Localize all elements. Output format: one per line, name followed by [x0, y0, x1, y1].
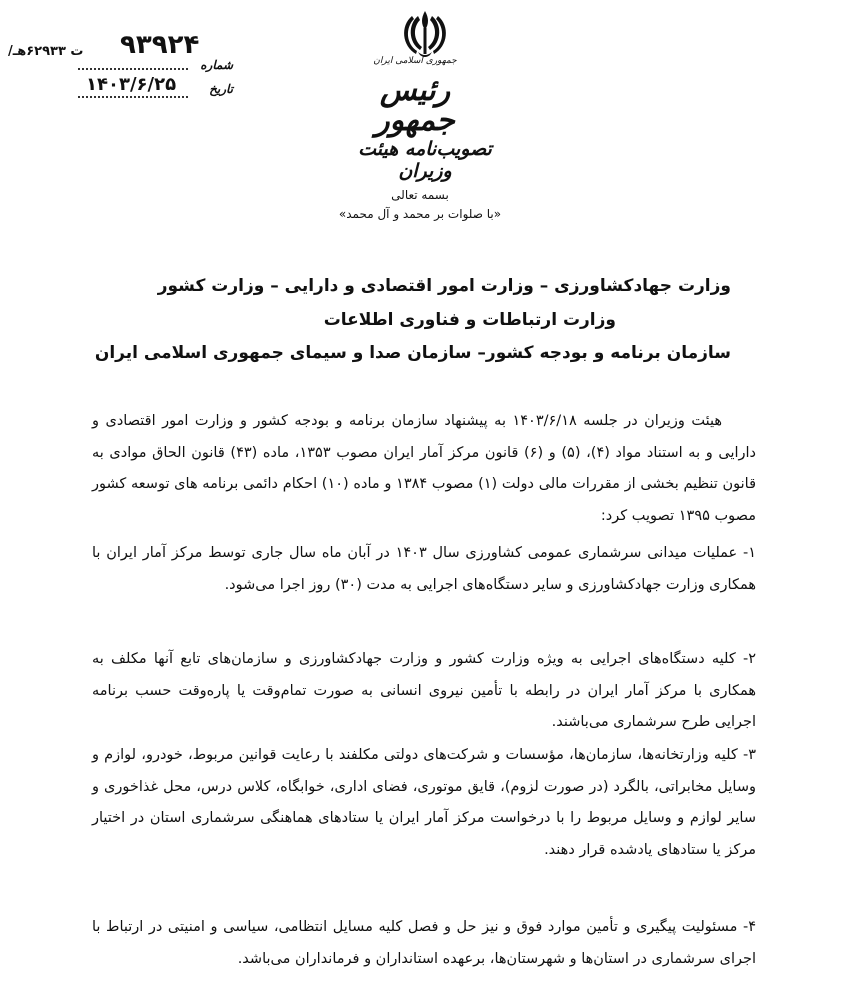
cabinet-approval-title: تصویب‌نامه هیئت وزیران [358, 138, 492, 182]
number-label: شماره [200, 58, 233, 72]
handwritten-date: ۱۴۰۳/۶/۲۵ [86, 74, 177, 95]
number-dotted-line [78, 68, 188, 70]
number-date-block [8, 30, 233, 100]
bismillah: بسمه تعالی [391, 188, 449, 202]
date-label: تاریخ [209, 82, 233, 96]
president-title: رئیس جمهور [375, 73, 455, 138]
paragraph-text: ۲- کلیه دستگاه‌های اجرایی به ویژه وزارت کشور و وزارت جهادکشاورزی و سازمان‌های تابع آنها مکلف به همکاری با مرکز آمار ایران در رابطه با تأمین نیروی انسانی به صورت تمام‌وقت یا پاره‌وقت حسب برنامه اجرایی طرح سرشماری می‌باشند. [92, 651, 756, 730]
addressee-line: وزارت جهادکشاورزی – وزارت امور اقتصادی و دارایی – وزارت کشور [157, 276, 731, 296]
addressee-line: سازمان برنامه و بودجه کشور– سازمان صدا و سیمای جمهوری اسلامی ایران [94, 343, 731, 363]
decree-item-1 [92, 538, 756, 601]
addressee-line: وزارت ارتباطات و فناوری اطلاعات [323, 310, 616, 330]
decree-item-2 [92, 644, 756, 739]
iran-emblem-icon [400, 8, 450, 60]
salawat: «با صلوات بر محمد و آل محمد» [338, 207, 502, 221]
paragraph-text: ۴- مسئولیت پیگیری و تأمین موارد فوق و نیز حل و فصل کلیه مسایل انتظامی، سیاسی و امنیتی در ارتباط با اجرای سرشماری در استان‌ها و شهرستان‌ها، برعهده استانداران و فرمانداران می‌باشد. [92, 919, 756, 967]
decree-item-4 [92, 912, 756, 975]
handwritten-number: ۹۳۹۲۴ [120, 30, 200, 60]
paragraph-text: ۱- عملیات میدانی سرشماری عمومی کشاورزی سال ۱۴۰۳ در آبان ماه سال جاری توسط مرکز آمار ایران با همکاری وزارت جهادکشاورزی و سایر دستگاه‌های اجرایی به مدت (۳۰) روز اجرا می‌شود. [92, 545, 756, 593]
date-dotted-line [78, 96, 188, 98]
paragraph-text: ۳- کلیه وزارتخانه‌ها، سازمان‌ها، مؤسسات و شرکت‌های دولتی مکلفند با رعایت قوانین مربوط، خودرو، لوازم و وسایل مخابراتی، بالگرد (در صورت لزوم)، قایق موتوری، فضای اداری، خوابگاه، کلاس درس، محل غذاخوری و سایر لوازم و وسایل مربوط را با درخواست مرکز آمار ایران یا ستادهای هماهنگی سرشماری استان در اختیار مرکز یا ستادهای یادشده قرار دهند. [92, 747, 756, 858]
decree-intro-paragraph [92, 406, 756, 532]
reference-number: /ت ۶۲۹۳۳هـ [8, 44, 84, 59]
republic-title: جمهوری اسلامی ایران [373, 56, 457, 66]
decree-item-3 [92, 740, 756, 866]
paragraph-text: هیئت وزیران در جلسه ۱۴۰۳/۶/۱۸ به پیشنهاد سازمان برنامه و بودجه کشور و وزارت امور اقتصادی و دارایی و به استناد مواد (۴)، (۵) و (۶) قانون مرکز آمار ایران مصوب ۱۳۵۳، ماده (۴۳) قانون الحاق موادی به قانون تنظیم بخشی از مقررات مالی دولت (۱) مصوب ۱۳۸۴ و ماده (۱۰) احکام دائمی برنامه های توسعه کشور مصوب ۱۳۹۵ تصویب کرد: [92, 413, 756, 524]
